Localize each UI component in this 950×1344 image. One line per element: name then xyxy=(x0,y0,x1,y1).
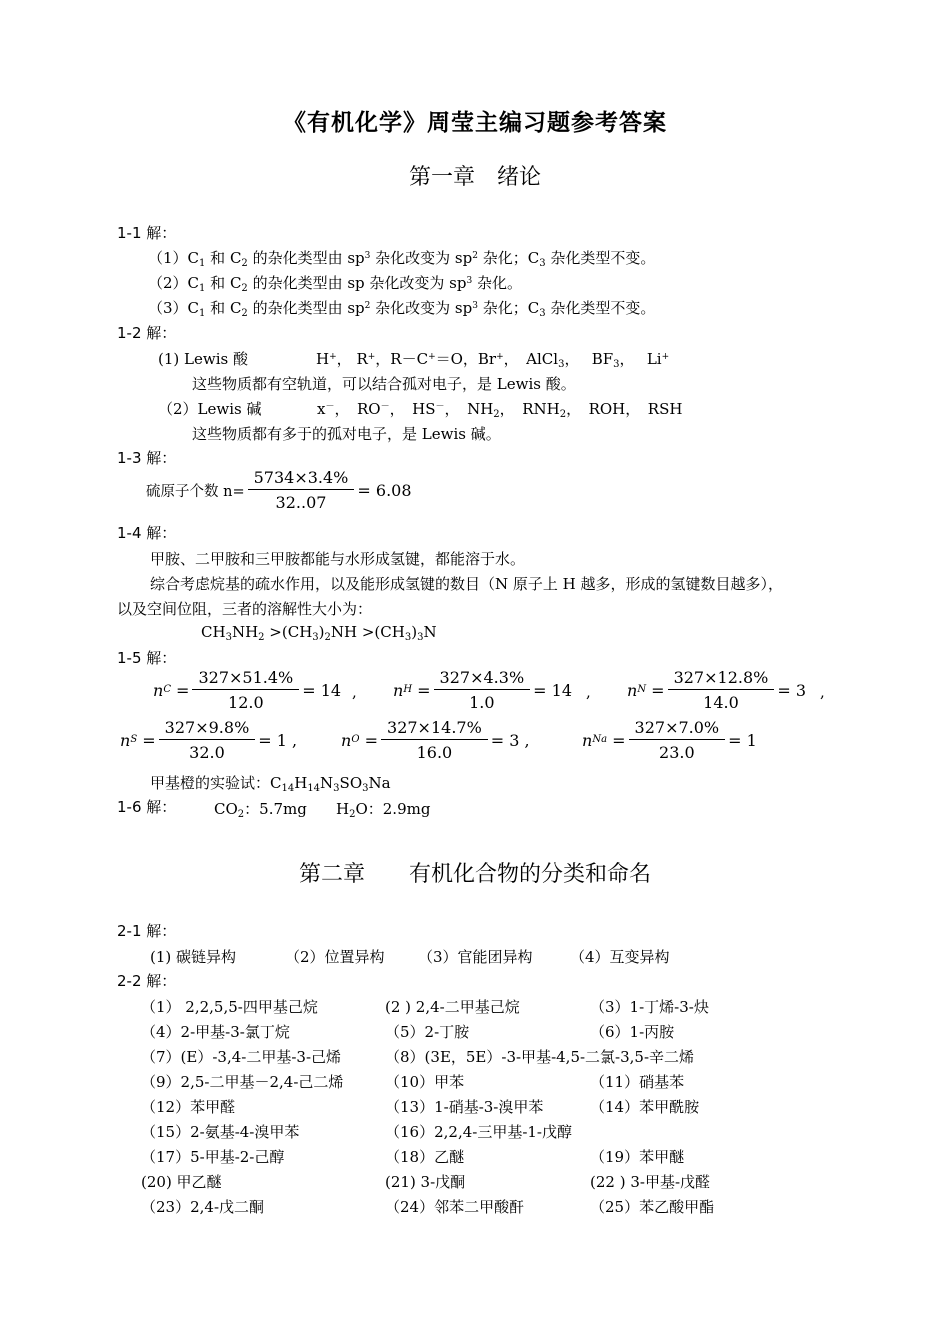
h2o-mass: $H_2O$：2.9mg xyxy=(336,800,431,820)
lewis-acid-heading: (1) Lewis 酸 xyxy=(158,350,248,368)
compound-name: （19）苯甲醚 xyxy=(590,1148,685,1166)
compound-name: （23）2,4-戊二酮 xyxy=(141,1198,265,1216)
compound-name: （9）2,5-二甲基－2,4-己二烯 xyxy=(141,1073,344,1091)
lewis-base-note: 这些物质都有多于的孤对电子，是 Lewis 碱。 xyxy=(192,425,501,443)
question-1-4-label: 1-4 解： xyxy=(117,524,177,542)
answer-1-1-line-1: $(1)C_1$ 和 $C_2$ 的杂化类型由 $sp^3$ 杂化改变为 $sp^2$ 杂化；$C_3$ 杂化类型不变。 xyxy=(148,249,656,269)
lewis-base-examples: x－， RO－， HS－， $NH_2$， $RNH_2$， ROH， RSH xyxy=(317,400,683,420)
compound-name: （18）乙醚 xyxy=(385,1148,465,1166)
compound-name: (20) 甲乙醚 xyxy=(141,1173,222,1191)
question-1-3-label: 1-3 解： xyxy=(117,449,177,467)
compound-name: （10）甲苯 xyxy=(385,1073,465,1091)
answer-1-1-line-2: $(2)C_1$ 和 $C_2$ 的杂化类型由 sp 杂化改变为 $sp^3$ 杂化。 xyxy=(148,274,522,294)
question-1-6-label: 1-6 解： xyxy=(117,798,177,816)
chapter-1-heading: 第一章 绪论 xyxy=(408,165,541,190)
answer-1-4-para-3: 以及空间位阻，三者的溶解性大小为： xyxy=(117,600,373,618)
element-count-h: n H = $\frac{327\times 4.3\%}{1.0}$ = 14 xyxy=(393,668,572,712)
sulfur-atom-count-equation: 硫原子个数 n= $\frac{5734\times 3.4\%}{32..07}$ = 6.08 xyxy=(146,468,412,512)
element-count-o: n O = $\frac{327\times 14.7\%}{16.0}$ = 3 , xyxy=(341,718,530,762)
compound-name: （3）1-丁烯-3-炔 xyxy=(590,998,709,1016)
separator-comma: , xyxy=(352,683,357,701)
question-2-1-label: 2-1 解： xyxy=(117,922,177,940)
compound-name: （5）2-丁胺 xyxy=(385,1023,470,1041)
solubility-order-formula: $CH_3NH_2 >(CH_3)_2NH >(CH_3)_3N$ xyxy=(201,623,437,643)
isomer-type-2: （2）位置异构 xyxy=(285,948,385,966)
co2-mass: $CO_2$：5.7mg xyxy=(214,800,307,820)
methyl-orange-formula: 甲基橙的实验试：$C_{14}H_{14}N_3SO_3Na$ xyxy=(150,774,391,794)
element-count-c: n C = $\frac{327\times 51.4\%}{12.0}$ = 14 xyxy=(153,668,342,712)
compound-name: （14）苯甲酰胺 xyxy=(590,1098,700,1116)
question-1-5-label: 1-5 解： xyxy=(117,649,177,667)
document-title: 《有机化学》周莹主编习题参考答案 xyxy=(283,109,667,136)
answer-1-4-para-2: 综合考虑烷基的疏水作用，以及能形成氢键的数目（N 原子上 H 越多，形成的氢键数目越多）， xyxy=(150,575,784,593)
question-2-2-label: 2-2 解： xyxy=(117,972,177,990)
compound-name: （17）5-甲基-2-己醇 xyxy=(141,1148,285,1166)
chapter-2-heading: 第二章 有机化合物的分类和命名 xyxy=(298,862,651,887)
compound-name: (21) 3-戊酮 xyxy=(385,1173,466,1191)
compound-name: （4）2-甲基-3-氯丁烷 xyxy=(141,1023,290,1041)
separator-comma: , xyxy=(586,683,591,701)
question-1-2-label: 1-2 解： xyxy=(117,324,177,342)
compound-name: （11）硝基苯 xyxy=(590,1073,685,1091)
compound-name: （1） 2,2,5,5-四甲基己烷 xyxy=(141,998,318,1016)
isomer-type-3: （3）官能团异构 xyxy=(418,948,533,966)
isomer-type-4: （4）互变异构 xyxy=(570,948,670,966)
compound-name: (2 ) 2,4-二甲基己烷 xyxy=(385,998,520,1016)
compound-name: （25）苯乙酸甲酯 xyxy=(590,1198,715,1216)
compound-name: （24）邻苯二甲酸酐 xyxy=(385,1198,525,1216)
element-count-s: n S = $\frac{327\times 9.8\%}{32.0}$ = 1 , xyxy=(120,718,298,762)
separator-comma: , xyxy=(820,683,825,701)
lewis-acid-examples: H+， R+，R－C+＝O，Br+， AlCl$_3$， $BF_3$， Li+ xyxy=(316,350,670,370)
element-count-n: n N = $\frac{327\times 12.8\%}{14.0}$ = 3 xyxy=(627,668,807,712)
lewis-base-heading: （2）Lewis 碱 xyxy=(158,400,262,418)
isomer-type-1: (1) 碳链异构 xyxy=(150,948,237,966)
question-1-1-label: 1-1 解： xyxy=(117,224,177,242)
compound-name: （15）2-氨基-4-溴甲苯 xyxy=(141,1123,300,1141)
element-count-na: n Na = $\frac{327\times 7.0\%}{23.0}$ = 1 xyxy=(582,718,757,762)
compound-name: （6）1-丙胺 xyxy=(590,1023,675,1041)
lewis-acid-note: 这些物质都有空轨道，可以结合孤对电子，是 Lewis 酸。 xyxy=(192,375,576,393)
compound-name: (22 ) 3-甲基-戊醛 xyxy=(590,1173,711,1191)
compound-name: （7）(E）-3,4-二甲基-3-己烯 xyxy=(141,1048,342,1066)
compound-name: （8）(3E，5E）-3-甲基-4,5-二氯-3,5-辛二烯 xyxy=(385,1048,695,1066)
compound-name: （12）苯甲醛 xyxy=(141,1098,236,1116)
answer-1-4-para-1: 甲胺、二甲胺和三甲胺都能与水形成氢键，都能溶于水。 xyxy=(150,550,526,568)
compound-name: （13）1-硝基-3-溴甲苯 xyxy=(385,1098,544,1116)
compound-name: （16）2,2,4-三甲基-1-戊醇 xyxy=(385,1123,573,1141)
answer-1-1-line-3: $(3)C_1$ 和 $C_2$ 的杂化类型由 $sp^2$ 杂化改变为 $sp^3$ 杂化；$C_3$ 杂化类型不变。 xyxy=(148,299,656,319)
